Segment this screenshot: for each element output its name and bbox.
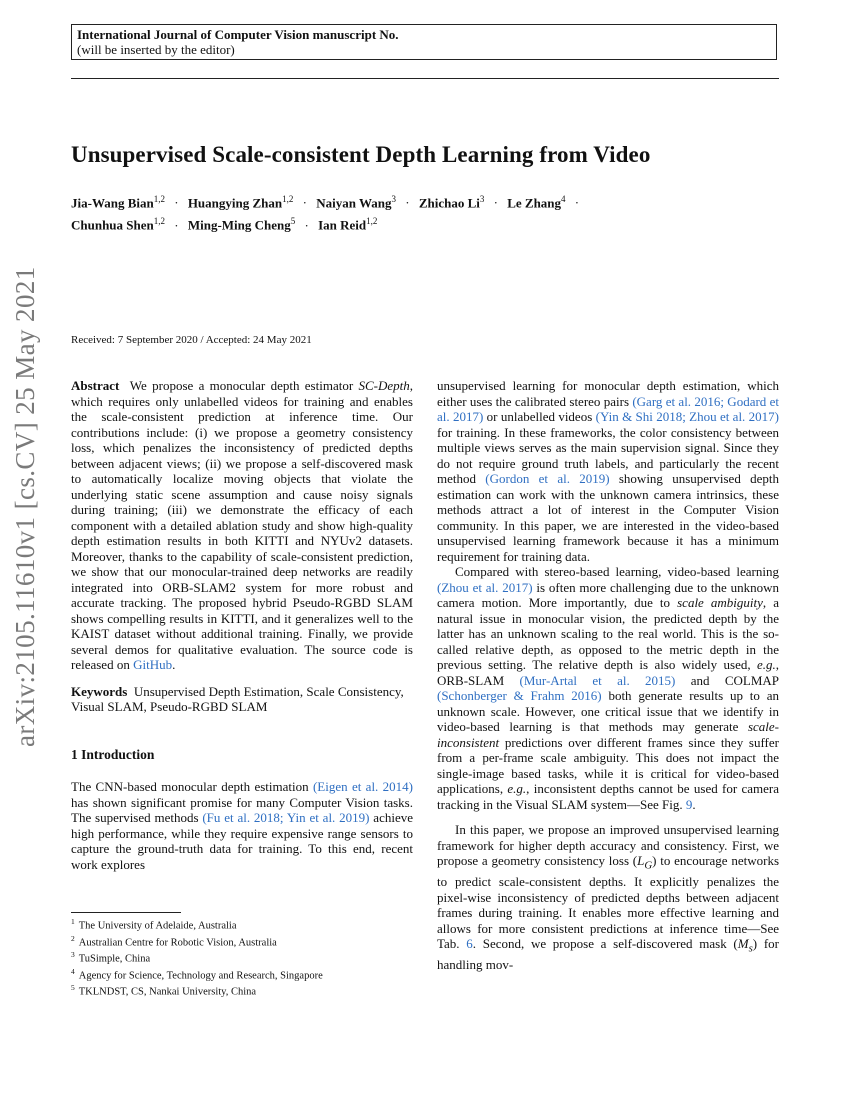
author-name: Le Zhang xyxy=(507,195,562,211)
arxiv-stamp: arXiv:2105.11610v1 [cs.CV] 25 May 2021 xyxy=(10,266,40,747)
rp1-d: showing unsupervised depth estimation can work with the unknown camera intrinsics, these methods attract a lot of interest in the Computer Vision community. In this paper, we are interested in the video-based unsupervised learning framework because it has a minimum requirement for training data. xyxy=(437,471,780,564)
rp2-em-eg-2: e.g. xyxy=(507,781,527,796)
rp2-h: , inconsistent depths cannot be used for camera tracking in the Visual SLAM system—See Fig. xyxy=(437,781,779,812)
intro-paragraph xyxy=(71,779,413,872)
rp2-a: Compared with stereo-based learning, video-based learning xyxy=(455,564,779,579)
received-date: Received: 7 September 2020 / Accepted: 24 May 2021 xyxy=(71,334,312,346)
rp2-d: , ORB-SLAM xyxy=(437,657,779,688)
rp2-g: predictions over different frames since they suffer from a per-frame scale ambiguity. This does not impact the single-image based tasks, while it is critical for video-based applications, xyxy=(437,734,779,796)
footnote-number: 2 xyxy=(71,933,75,943)
rp3-d: ) for handling mov- xyxy=(437,936,779,973)
github-link[interactable]: GitHub xyxy=(133,657,173,672)
citation-zhou[interactable]: (Zhou et al. 2017) xyxy=(437,579,533,595)
editor-note: (will be inserted by the editor) xyxy=(77,42,235,57)
abstract-label: Abstract xyxy=(71,378,120,393)
author-name: Jia-Wang Bian xyxy=(71,195,154,211)
footnote-number: 5 xyxy=(71,983,75,992)
author-name: Ming-Ming Cheng xyxy=(187,217,291,233)
author-affiliation: 3 xyxy=(391,194,396,204)
author-separator: · xyxy=(174,195,179,211)
keywords xyxy=(71,684,413,715)
author-name: Naiyan Wang xyxy=(316,195,392,211)
abstract-text-2: , which requires only unlabelled videos for training and enables the scale-consistent prediction at inference time. Our contributions include: (i) we propose a geometry consistency loss, which penalizes the inconsistency of predicted depths between adjacent views; (ii) we propose a self-discovered mask to automatically localize moving objects that violate the underlying static scene assumption and cause noisy signals during training; (iii) we demonstrate the efficacy of each component with a detailed ablation study and show high-quality depth estimation results in both KITTI and NYUv2 datasets. Moreover, thanks to the capability of scale-consistent prediction, we show that our monocular-trained deep networks are readily integrated into ORB-SLAM2 system for more robust and accurate tracking. The proposed hybrid Pseudo-RGBD SLAM shows compelling results in KITTI, and it generalizes well to the KAIST dataset without additional training. Finally, we provide several demos for qualitative evaluation. The source code is released on xyxy=(71,378,414,672)
rp1-b: or unlabelled videos xyxy=(483,409,596,424)
footnote-text: TKLNDST, CS, Nankai University, China xyxy=(78,986,257,998)
rp2-em-eg-1: e.g. xyxy=(756,657,776,672)
footnote-item xyxy=(71,916,413,933)
rp3-a: In this paper, we propose an improved unsupervised learning framework for higher depth accuracy and consistency. First, we propose a geometry consistency loss ( xyxy=(437,822,779,868)
footnote-number: 3 xyxy=(71,950,75,959)
paper-title: Unsupervised Scale-consistent Depth Learning from Video xyxy=(71,142,651,167)
author-separator: · xyxy=(304,217,309,233)
intro-text-c: achieve high performance, while they require expensive range sensors to capture the ground-truth data for training. To this end, recent work explores xyxy=(71,810,413,872)
right-paragraph-1 xyxy=(437,378,779,564)
rp2-b: is often more challenging due to the unknown camera motion. More importantly, due to xyxy=(437,579,780,610)
footnote-item xyxy=(71,933,413,950)
author-separator: · xyxy=(405,195,410,211)
rp1-c: for training. In these frameworks, the color consistency between multiple views serves as the main supervision signal. Since they do not require ground truth labels, and particularly the recent method xyxy=(437,424,779,486)
table-ref-6[interactable]: 6 xyxy=(466,936,473,952)
footnote-rule xyxy=(71,912,181,913)
footnote-text: Australian Centre for Robotic Vision, Australia xyxy=(78,937,277,948)
footnote-item xyxy=(71,982,413,999)
left-column xyxy=(71,378,413,872)
author-list xyxy=(71,190,631,235)
author-name: Huangying Zhan xyxy=(187,195,283,211)
author-affiliation: 5 xyxy=(290,216,296,227)
footnote-text: TuSimple, China xyxy=(78,953,151,965)
author-separator: · xyxy=(174,217,179,233)
author-name: Ian Reid xyxy=(318,217,367,233)
rp2-c: , a natural issue in monocular vision, the predicted depth by the latter has an unknown scaling to the real world. This is the so-called relative depth, as opposed to the metric depth in the previous setting. The relative depth is also widely used, xyxy=(437,595,779,672)
header-rule xyxy=(71,78,779,79)
journal-header-box xyxy=(71,24,777,60)
author-affiliation: 4 xyxy=(561,194,566,204)
citation-garg-godard[interactable]: (Garg et al. 2016; Godard et al. 2017) xyxy=(437,393,779,424)
rp3-b: ) to encourage networks to predict scale-consistent depths. It explicitly penalizes the pixel-wise inconsistency of predicted depths between adjacent frames during training. It enables more effective learning and allows for more consistent predictions at inference time—See Tab. xyxy=(437,853,780,952)
author-affiliation: 1,2 xyxy=(366,216,378,227)
citation-yin-zhou[interactable]: (Yin & Shi 2018; Zhou et al. 2017) xyxy=(595,409,779,424)
rp2-e: and COLMAP xyxy=(675,672,779,688)
author-name: Zhichao Li xyxy=(418,195,480,211)
footnote-number: 4 xyxy=(71,966,75,976)
keywords-label: Keywords xyxy=(71,683,128,699)
rp2-f: both generate results up to an unknown scale. However, one critical issue that we identify in video-based learning is that methods may generate xyxy=(437,688,779,734)
footnote-item xyxy=(71,949,413,966)
footnotes xyxy=(71,916,413,999)
citation-schonberger[interactable]: (Schonberger & Frahm 2016) xyxy=(437,688,602,703)
author-separator: · xyxy=(493,195,498,211)
footnote-number: 1 xyxy=(71,917,75,926)
author-separator: · xyxy=(302,195,307,211)
rp2-i: . xyxy=(692,796,696,812)
author-affiliation: 1,2 xyxy=(153,216,165,227)
intro-text-a: The CNN-based monocular depth estimation xyxy=(71,779,313,794)
rp2-em-scale-inconsistent: scale-inconsistent xyxy=(437,719,779,750)
footnote-item xyxy=(71,966,413,983)
abstract-method-name: SC-Depth xyxy=(358,378,410,393)
right-paragraph-3 xyxy=(437,822,779,973)
math-s-sub: s xyxy=(748,942,753,955)
author-affiliation: 3 xyxy=(479,194,485,204)
footnote-text: The University of Adelaide, Australia xyxy=(78,920,237,932)
right-column xyxy=(437,378,779,973)
footnote-text: Agency for Science, Technology and Research, Singapore xyxy=(78,970,323,981)
citation-gordon[interactable]: (Gordon et al. 2019) xyxy=(485,471,610,486)
math-L: L xyxy=(637,853,645,868)
author-separator: · xyxy=(574,195,580,211)
rp3-c: . Second, we propose a self-discovered mask ( xyxy=(472,936,738,952)
keywords-text: Unsupervised Depth Estimation, Scale Consistency, Visual SLAM, Pseudo-RGBD SLAM xyxy=(71,683,404,714)
author-affiliation: 1,2 xyxy=(153,194,165,204)
right-paragraph-2 xyxy=(437,564,779,812)
math-M: M xyxy=(737,936,749,952)
citation-mur-artal[interactable]: (Mur-Artal et al. 2015) xyxy=(519,672,676,688)
section-heading-introduction: 1 Introduction xyxy=(71,746,155,762)
rp2-em-scale-ambiguity: scale ambiguity xyxy=(677,595,763,610)
abstract xyxy=(71,378,413,673)
figure-ref-9[interactable]: 9 xyxy=(685,796,693,812)
math-G-sub: G xyxy=(644,859,653,872)
citation-fu-yin[interactable]: (Fu et al. 2018; Yin et al. 2019) xyxy=(202,810,370,825)
abstract-end: . xyxy=(172,657,176,672)
journal-name: International Journal of Computer Vision manuscript No. xyxy=(77,27,399,42)
rp1-a: unsupervised learning for monocular depth estimation, which either uses the calibrated stereo pairs xyxy=(437,378,779,409)
citation-eigen[interactable]: (Eigen et al. 2014) xyxy=(312,779,413,794)
author-affiliation: 1,2 xyxy=(282,194,294,204)
abstract-text-1: We propose a monocular depth estimator xyxy=(129,378,359,393)
author-name: Chunhua Shen xyxy=(71,217,154,233)
intro-text-b: has shown significant promise for many Computer Vision tasks. The supervised methods xyxy=(71,794,413,825)
